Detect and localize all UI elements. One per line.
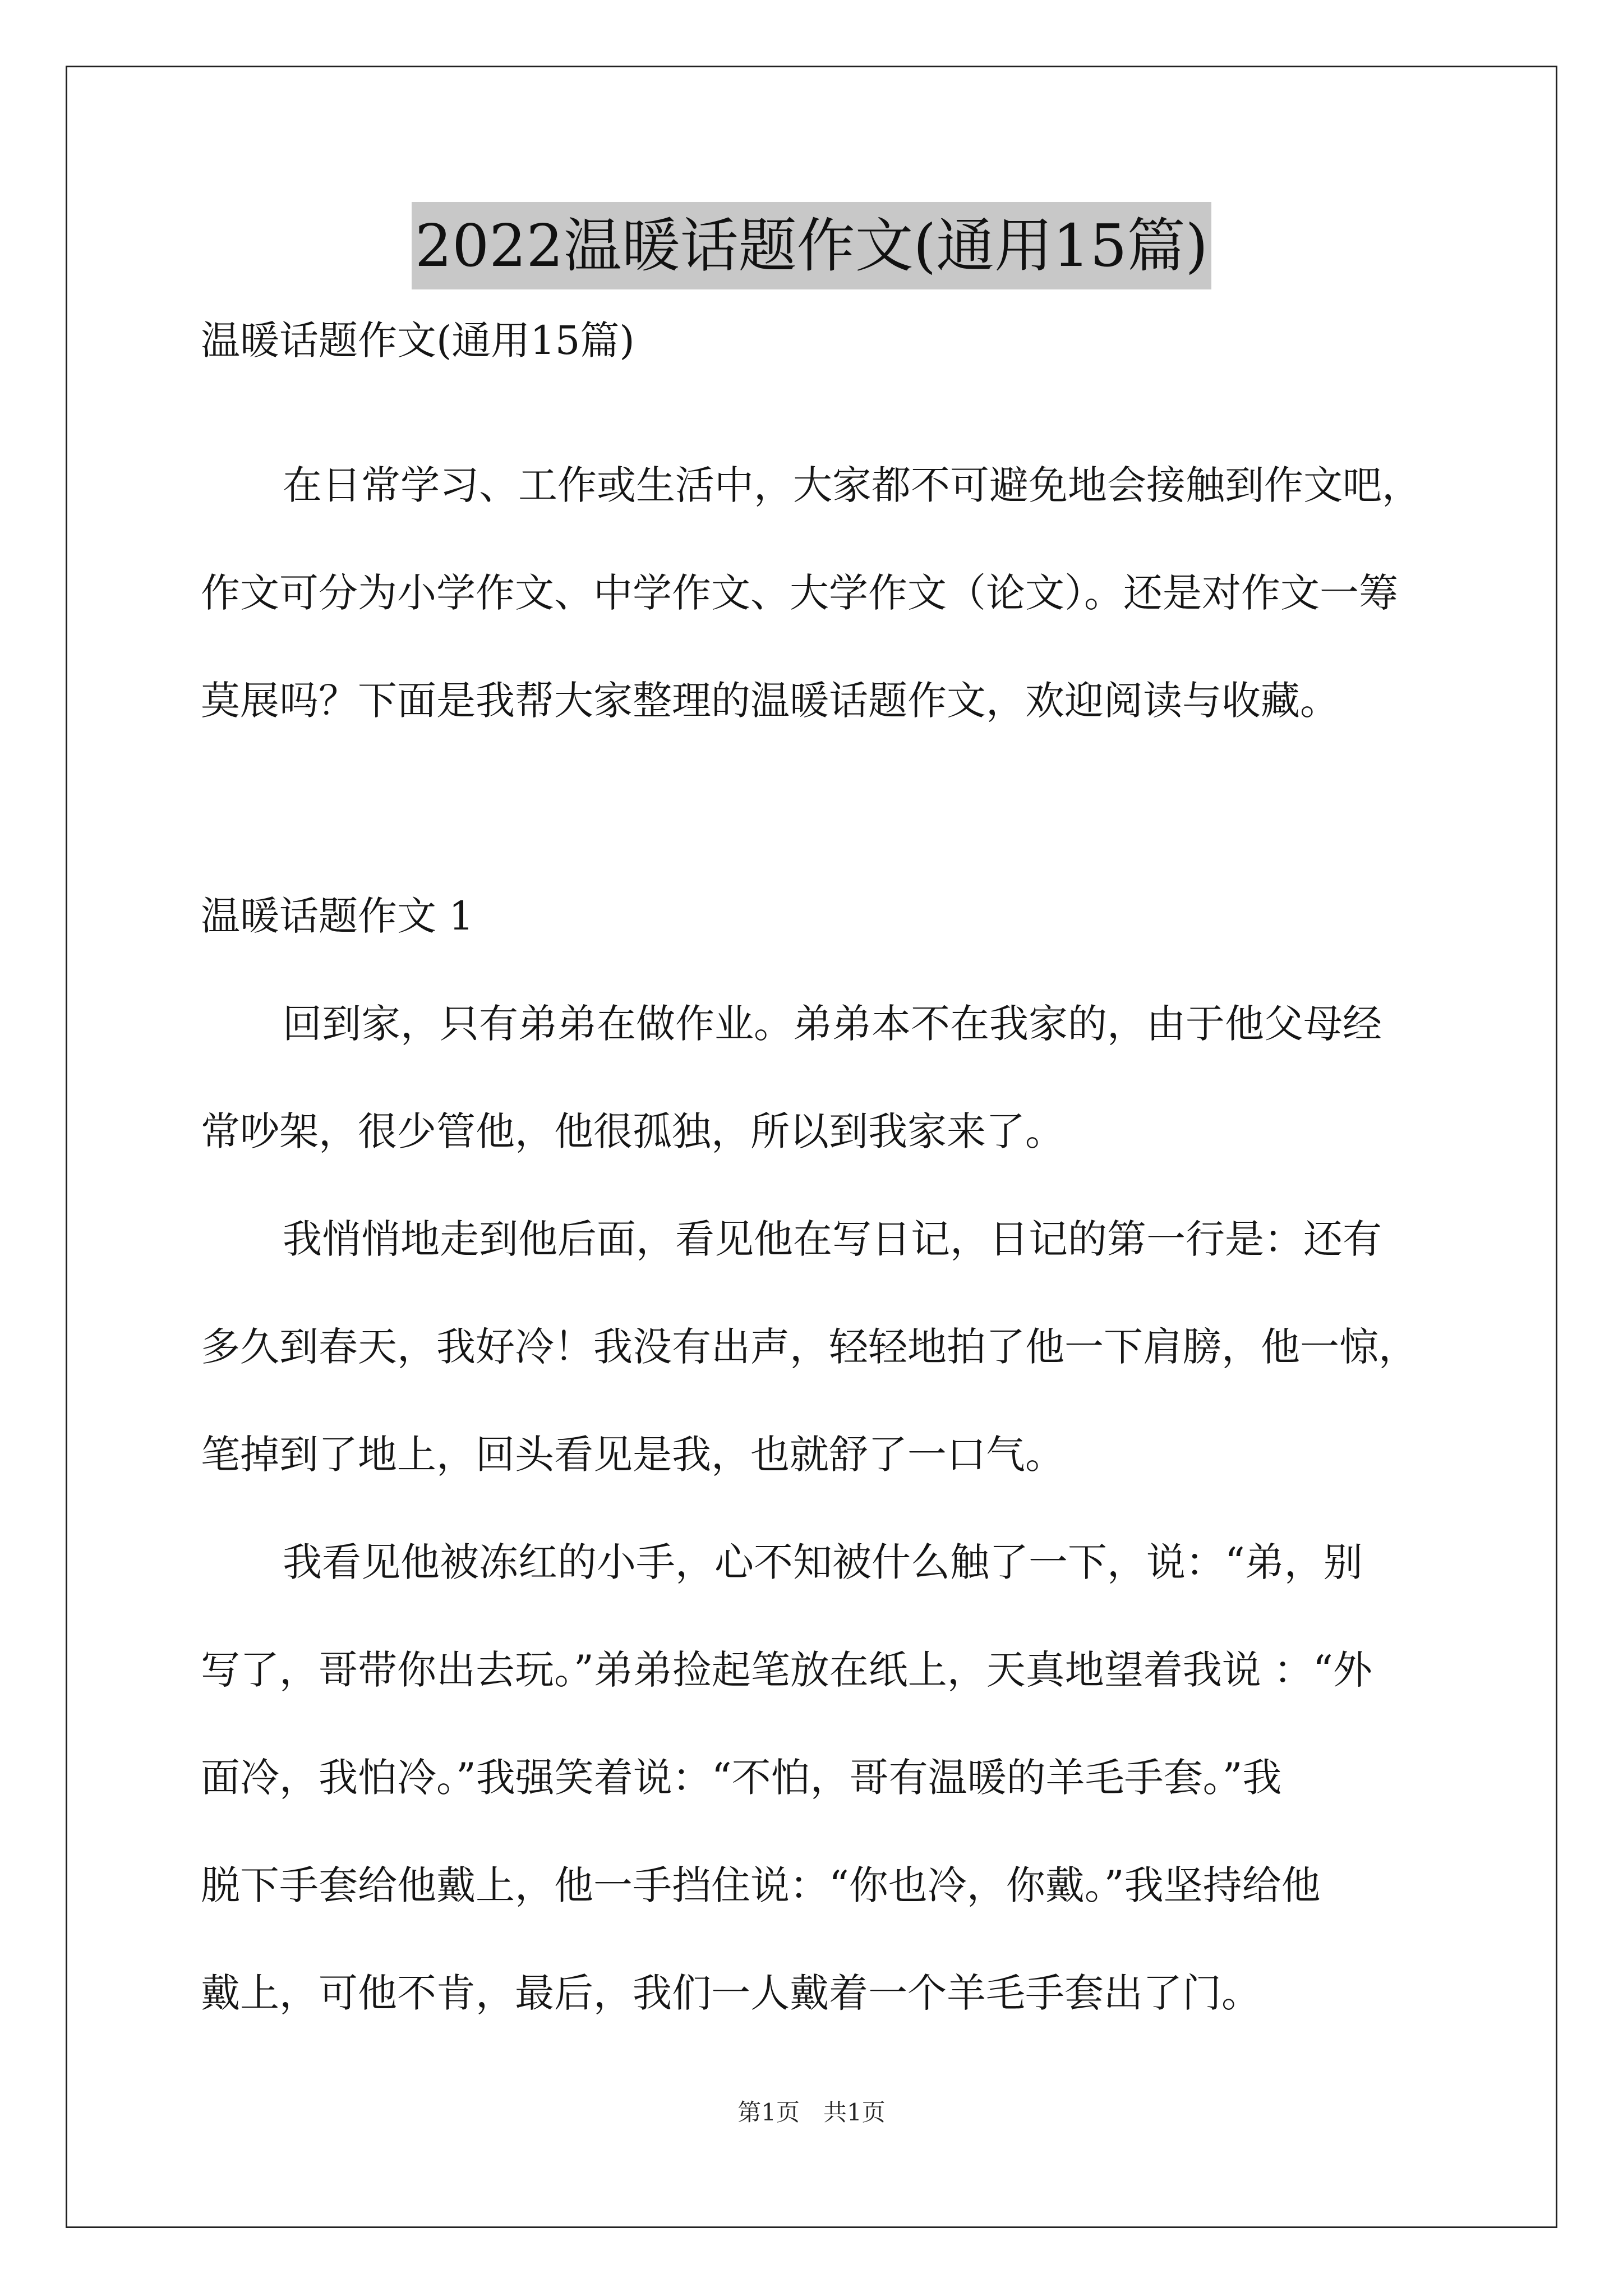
body-line-3: 我悄悄地走到他后面，看见他在写日记，日记的第一行是：还有 <box>283 1216 1382 1262</box>
title-container <box>0 202 1623 289</box>
document-subtitle: 温暖话题作文(通用15篇) <box>201 318 635 364</box>
body-line-5: 笔掉到了地上，回头看见是我，也就舒了一口气。 <box>201 1432 1064 1478</box>
intro-line-3: 莫展吗？下面是我帮大家整理的温暖话题作文，欢迎阅读与收藏。 <box>201 678 1339 724</box>
body-line-6: 我看见他被冻红的小手，心不知被什么触了一下，说：“弟，别 <box>283 1539 1363 1585</box>
body-line-2: 常吵架，很少管他，他很孤独，所以到我家来了。 <box>201 1108 1064 1154</box>
body-line-10: 戴上，可他不肯，最后，我们一人戴着一个羊毛手套出了门。 <box>201 1970 1261 2016</box>
body-line-1: 回到家，只有弟弟在做作业。弟弟本不在我家的，由于他父母经 <box>283 1001 1382 1047</box>
intro-line-1: 在日常学习、工作或生活中，大家都不可避免地会接触到作文吧， <box>283 462 1421 508</box>
document-title: 2022温暖话题作文(通用15篇) <box>412 202 1211 289</box>
body-line-9: 脱下手套给他戴上，他一手挡住说：“你也冷，你戴。”我坚持给他 <box>201 1862 1321 1908</box>
body-line-8: 面冷，我怕冷。”我强笑着说：“不怕，哥有温暖的羊毛手套。”我 <box>201 1755 1282 1801</box>
body-line-4: 多久到春天，我好冷！我没有出声，轻轻地拍了他一下肩膀，他一惊， <box>201 1324 1418 1370</box>
section-heading: 温暖话题作文 1 <box>201 893 474 939</box>
intro-line-2: 作文可分为小学作文、中学作文、大学作文（论文）。还是对作文一筹 <box>201 570 1398 616</box>
page-footer: 第1页 共1页 <box>737 2099 886 2126</box>
body-line-7: 写了，哥带你出去玩。”弟弟捡起笔放在纸上，天真地望着我说 ：“外 <box>201 1647 1372 1693</box>
